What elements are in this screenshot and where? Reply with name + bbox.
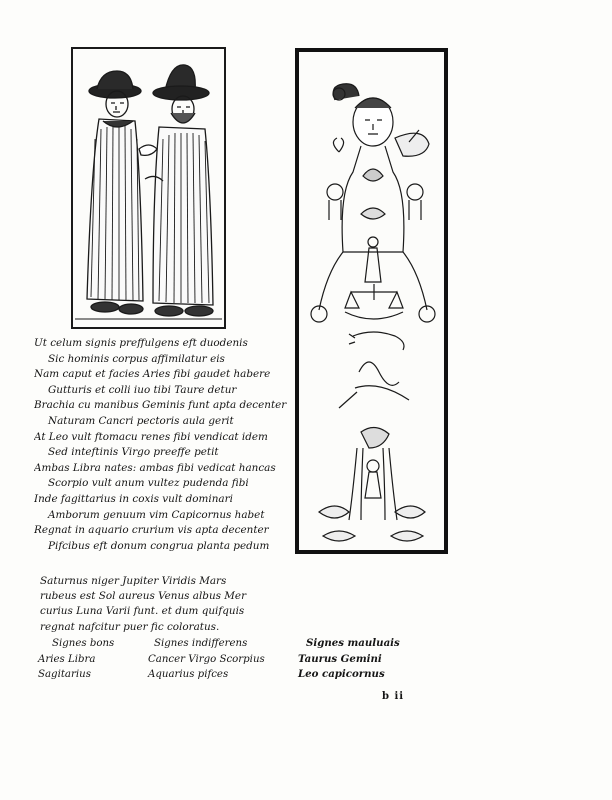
verse-line: Ut celum signis preffulgens eft duodenis	[34, 337, 248, 349]
verse-line: Brachia cu manibus Geminis funt apta decenter	[34, 399, 287, 412]
signs-good-item: Aries Libra	[38, 653, 96, 665]
verse-line: Inde fagittarius in coxis vult dominari	[34, 492, 233, 505]
verse-line: Nam caput et facies Aries fibi gaudet habere	[34, 368, 271, 381]
signs-bad-item: Leo capicornus	[298, 668, 385, 680]
planets-paragraph	[40, 574, 300, 635]
verse-line: Regnat in aquario crurium vis apta decenter	[34, 524, 269, 537]
verse-line: Gutturis et colli iuo tibi Taure detur	[48, 383, 237, 396]
verse-line: Amborum genuum vim Capicornus habet	[48, 508, 265, 521]
planets-line: rubeus est Sol aureus Venus albus Mer	[40, 590, 247, 603]
signature-mark: b ii	[382, 691, 405, 702]
signs-bad-item: Taurus Gemini	[298, 652, 382, 665]
planets-line: curius Luna Varii funt. et dum quifquis	[40, 605, 245, 618]
signs-bad-heading: Signes mauluais	[306, 637, 400, 649]
verse-line: Scorpio vult anum vultez pudenda fibi	[48, 477, 249, 490]
planets-line: regnat nafcitur puer fic coloratus.	[40, 620, 220, 633]
woodcut-zodiac-man-illustration	[295, 48, 448, 554]
zodiac-man-drawing	[299, 52, 444, 550]
verse-line: Ambas Libra nates: ambas fibi vedicat hancas	[34, 461, 276, 474]
verse-line: Sic hominis corpus affimilatur eis	[48, 352, 225, 365]
signs-good-item: Sagitarius	[38, 669, 91, 680]
signs-table	[38, 636, 438, 696]
verse-line: Pifcibus eft donum congrua planta pedum	[48, 539, 270, 552]
signs-indifferent-item: Aquarius pifces	[148, 669, 229, 680]
woodcut-two-men-illustration	[71, 47, 226, 329]
verse-line: At Leo vult ftomacu renes fibi vendicat idem	[34, 430, 268, 443]
zodiac-verse	[34, 336, 299, 554]
two-men-drawing	[73, 49, 224, 327]
signs-indifferent-item: Cancer Virgo Scorpius	[148, 653, 265, 665]
signs-column-good	[38, 636, 114, 683]
planets-line: Saturnus niger Jupiter Viridis Mars	[40, 575, 227, 587]
signs-indifferent-heading: Signes indifferens	[154, 638, 248, 649]
verse-line: Naturam Cancri pectoris aula gerit	[48, 414, 234, 427]
signs-column-indifferent	[148, 636, 265, 683]
signs-good-heading: Signes bons	[52, 638, 115, 649]
verse-line: Sed inteftinis Virgo preeffe petit	[48, 446, 219, 459]
signs-column-bad	[298, 636, 400, 683]
